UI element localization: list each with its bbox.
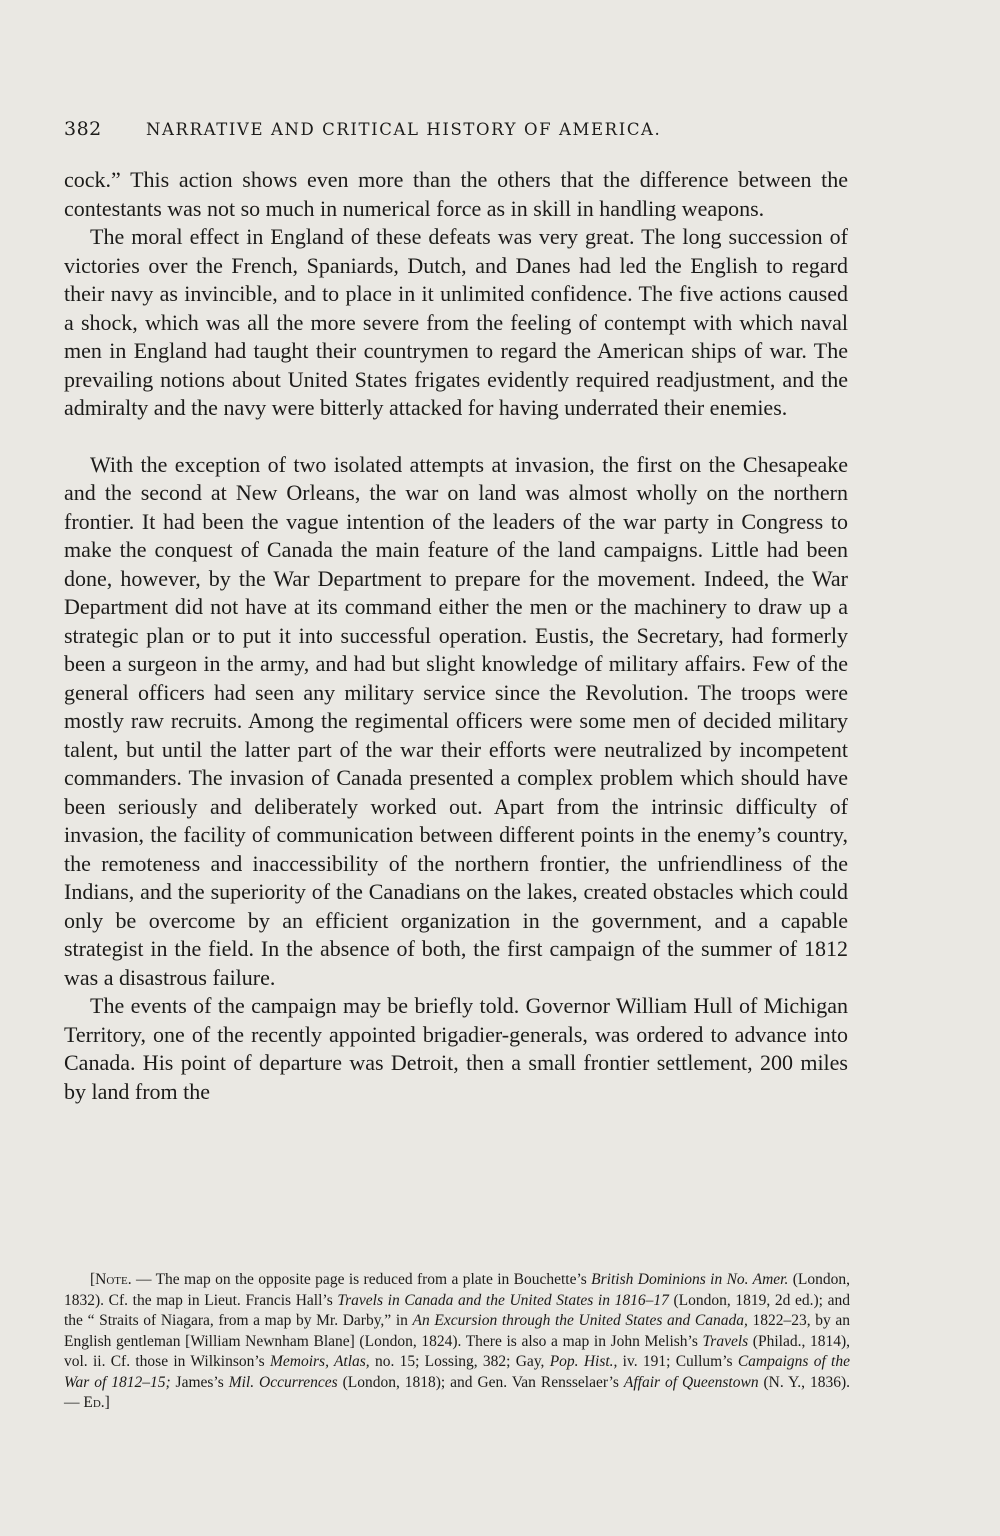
citation-title: Campaigns of the War of 1812–15; xyxy=(64,1353,850,1391)
citation-title: Affair of Queenstown xyxy=(623,1373,759,1391)
citation-title: Pop. Hist., xyxy=(549,1353,618,1370)
paragraph-continuation: cock.” This action shows even more than the others that the difference between the contestants was not so much in numerical force as in skill in handling weapons. xyxy=(64,167,848,221)
citation-title: Travels in Canada and the United States in 1816–17 xyxy=(337,1291,669,1309)
citation-title: Travels xyxy=(702,1332,749,1350)
paragraph-campaign-events: The events of the campaign may be briefly told. Governor William Hull of Michigan Territory, one of the recently appointed brigadier-generals, was ordered to advance into Canada. His point of departure was Detroit, then a small frontier settlement, 200 miles by land from the xyxy=(64,993,848,1104)
footnote: [Note. — The map on the opposite page is reduced from a plate in Bouchette’s British Dominions in No. Amer. (London, 1832). Cf. the map in Lieut. Francis Hall’s Travels in Canada and the United States in 1816–17 (London, 1819, 2d ed.); and the “ Straits of Niagara, from a map by Mr. Darby,” in An Excursion through the United States and Canada, 1822–23, by an English gentleman [William Newnham Blane] (London, 1824). There is also a map in John Melish’s Travels (Philad., 1814), vol. ii. Cf. those in Wilkinson’s Memoirs, Atlas, no. 15; Lossing, 382; Gay, Pop. Hist., iv. 191; Cullum’s Campaigns of the War of 1812–15; James’s Mil. Occurrences (London, 1818); and Gen. Van Rensselaer’s Affair of Queenstown (N. Y., 1836). — Ed.] xyxy=(64,1271,851,1411)
citation-title: British Dominions in No. Amer. xyxy=(591,1271,789,1288)
body-text xyxy=(64,166,848,1106)
paragraph-land-war: With the exception of two isolated attempts at invasion, the first on the Chesapeake and the second at New Orleans, the war on land was almost wholly on the northern frontier. It had been the vague intention of the leaders of the war party in Congress to make the conquest of Canada the main feature of the land campaigns. Little had been done, however, by the War Department to prepare for the movement. Indeed, the War Department did not have at its command either the men or the machinery to draw up a strategic plan or to put it into successful operation. Eustis, the Secretary, had formerly been a surgeon in the army, and had but slight knowledge of military affairs. Few of the general officers had seen any military service since the Revolution. The troops were mostly raw recruits. Among the regimental officers were some men of decided military talent, but until the latter part of the war their efforts were neutralized by incompetent commanders. The invasion of Canada presented a complex problem which should have been seriously and deliberately worked out. Apart from the intrinsic difficulty of invasion, the facility of communication between different points in the enemy’s country, the remoteness and inaccessibility of the northern frontier, the unfriendliness of the Indians, and the superiority of the Canadians on the lakes, created obstacles which could only be overcome by an efficient organization in the government, and a capable strategist in the field. In the absence of both, the first campaign of the summer of 1812 was a disastrous failure. xyxy=(64,451,848,990)
running-title: NARRATIVE AND CRITICAL HISTORY OF AMERICA. xyxy=(146,120,662,139)
footnote-label: Note. xyxy=(95,1271,132,1288)
page-number: 382 xyxy=(64,118,102,140)
citation-title: An Excursion through the United States and Canada, xyxy=(412,1312,748,1329)
paragraph-moral-effect: The moral effect in England of these defeats was very great. The long succession of victories over the French, Spaniards, Dutch, and Danes had led the English to regard their navy as invincible, and to place in it unlimited confidence. The five actions caused a shock, which was all the more severe from the feeling of contempt with which naval men in England had taught their countrymen to regard the American ships of war. The prevailing notions about United States frigates evidently required readjustment, and the admiralty and the navy were bitterly attacked for having underrated their enemies. xyxy=(64,224,848,420)
running-head xyxy=(64,118,854,148)
editor-mark: Ed. xyxy=(83,1394,105,1411)
citation-title: Mil. Occurrences xyxy=(228,1373,338,1391)
citation-title: Memoirs, Atlas, xyxy=(269,1353,370,1370)
